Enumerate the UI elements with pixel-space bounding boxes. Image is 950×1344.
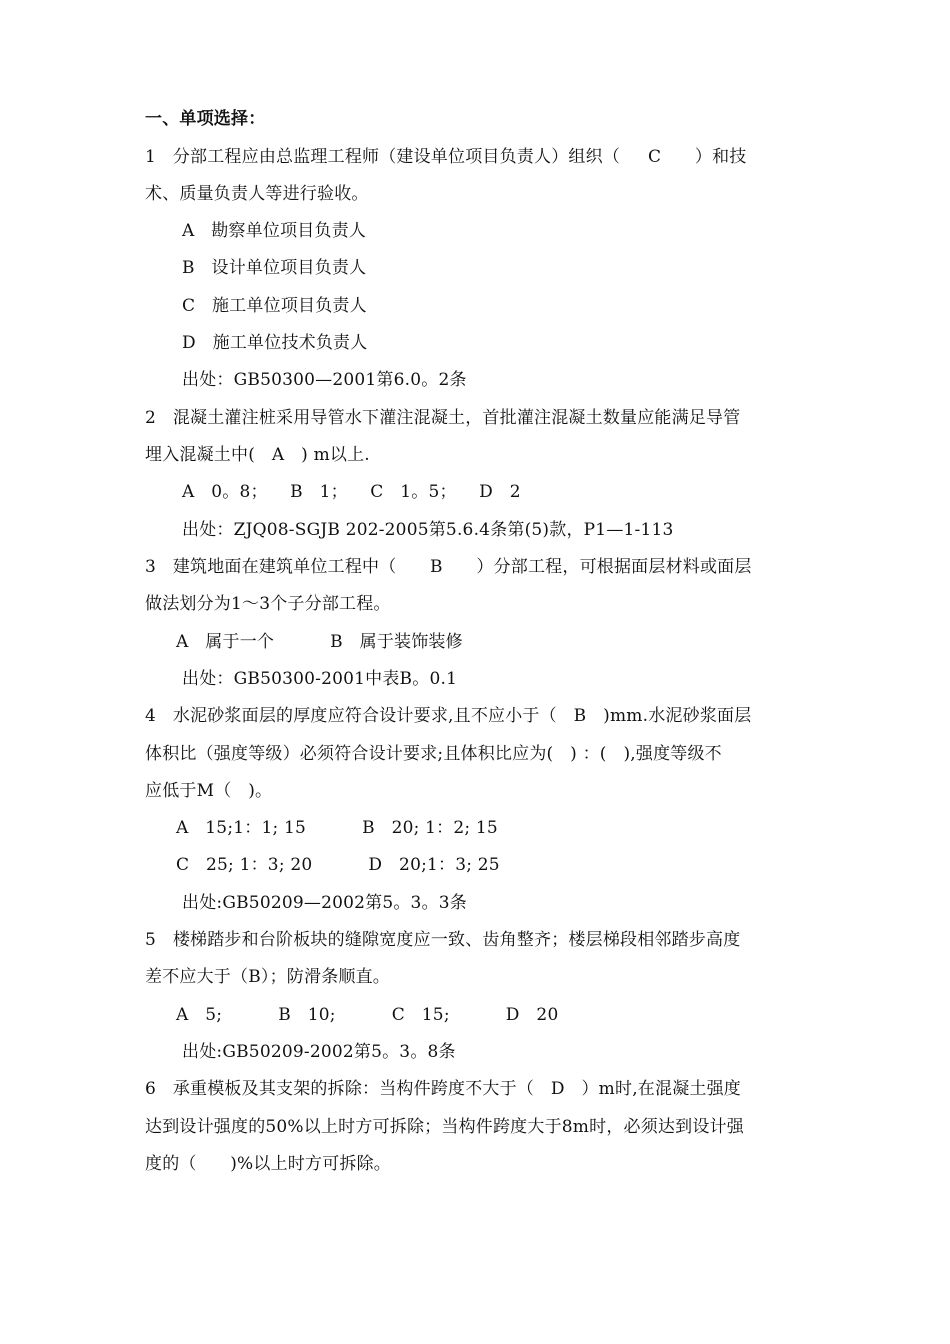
question-6-stem-line-2: 达到设计强度的50%以上时方可拆除；当构件跨度大于8m时，必须达到设计强 bbox=[145, 1117, 744, 1137]
question-1-source: 出处：GB50300—2001第6.0。2条 bbox=[182, 370, 467, 390]
question-4-options-row-2: C 25; 1：3; 20 D 20;1：3; 25 bbox=[176, 855, 500, 875]
question-4-stem-line-1: 4 水泥砂浆面层的厚度应符合设计要求,且不应小于（ B )mm.水泥砂浆面层 bbox=[145, 706, 752, 726]
question-6-stem-line-3: 度的（ )%以上时方可拆除。 bbox=[145, 1154, 392, 1174]
question-1-stem-line-2: 术、质量负责人等进行验收。 bbox=[145, 184, 369, 204]
question-5-stem-line-1: 5 楼梯踏步和台阶板块的缝隙宽度应一致、齿角整齐；楼层梯段相邻踏步高度 bbox=[145, 930, 741, 950]
question-5-stem-line-2: 差不应大于（B）；防滑条顺直。 bbox=[145, 967, 390, 987]
question-1-option-d: D 施工单位技术负责人 bbox=[182, 333, 368, 353]
question-2-stem-line-1: 2 混凝土灌注桩采用导管水下灌注混凝土，首批灌注混凝土数量应能满足导管 bbox=[145, 408, 741, 428]
question-4-options-row-1: A 15;1：1; 15 B 20; 1：2; 15 bbox=[176, 818, 498, 838]
question-3-options: A 属于一个 B 属于装饰装修 bbox=[176, 632, 463, 652]
question-3-stem-line-2: 做法划分为1～3个子分部工程。 bbox=[145, 594, 391, 614]
question-2-options: A 0。8； B 1； C 1。5； D 2 bbox=[182, 482, 521, 502]
question-1-option-a: A 勘察单位项目负责人 bbox=[182, 221, 367, 241]
question-4-stem-line-2: 体积比（强度等级）必须符合设计要求;且体积比应为( ) ：( ),强度等级不 bbox=[145, 744, 722, 764]
question-2-stem-line-2: 埋入混凝土中( A ) m以上. bbox=[145, 445, 370, 465]
question-4-source: 出处:GB50209—2002第5。3。3条 bbox=[182, 893, 467, 913]
question-6-stem-line-1: 6 承重模板及其支架的拆除：当构件跨度不大于（ D ）m时,在混凝土强度 bbox=[145, 1079, 742, 1099]
question-5-options: A 5; B 10; C 15; D 20 bbox=[176, 1005, 559, 1025]
question-4-stem-line-3: 应低于M（ )。 bbox=[145, 781, 273, 801]
section-title: 一、单项选择： bbox=[145, 109, 266, 129]
question-1-option-b: B 设计单位项目负责人 bbox=[182, 258, 367, 278]
question-1-stem-line-1: 1 分部工程应由总监理工程师（建设单位项目负责人）组织（ C ）和技 bbox=[145, 147, 747, 167]
question-3-source: 出处：GB50300-2001中表B。0.1 bbox=[182, 669, 458, 689]
question-5-source: 出处:GB50209-2002第5。3。8条 bbox=[182, 1042, 456, 1062]
question-2-source: 出处：ZJQ08-SGJB 202-2005第5.6.4条第(5)款，P1—1-113 bbox=[182, 520, 674, 540]
question-3-stem-line-1: 3 建筑地面在建筑单位工程中（ B ）分部工程，可根据面层材料或面层 bbox=[145, 557, 752, 577]
question-1-option-c: C 施工单位项目负责人 bbox=[182, 296, 367, 316]
